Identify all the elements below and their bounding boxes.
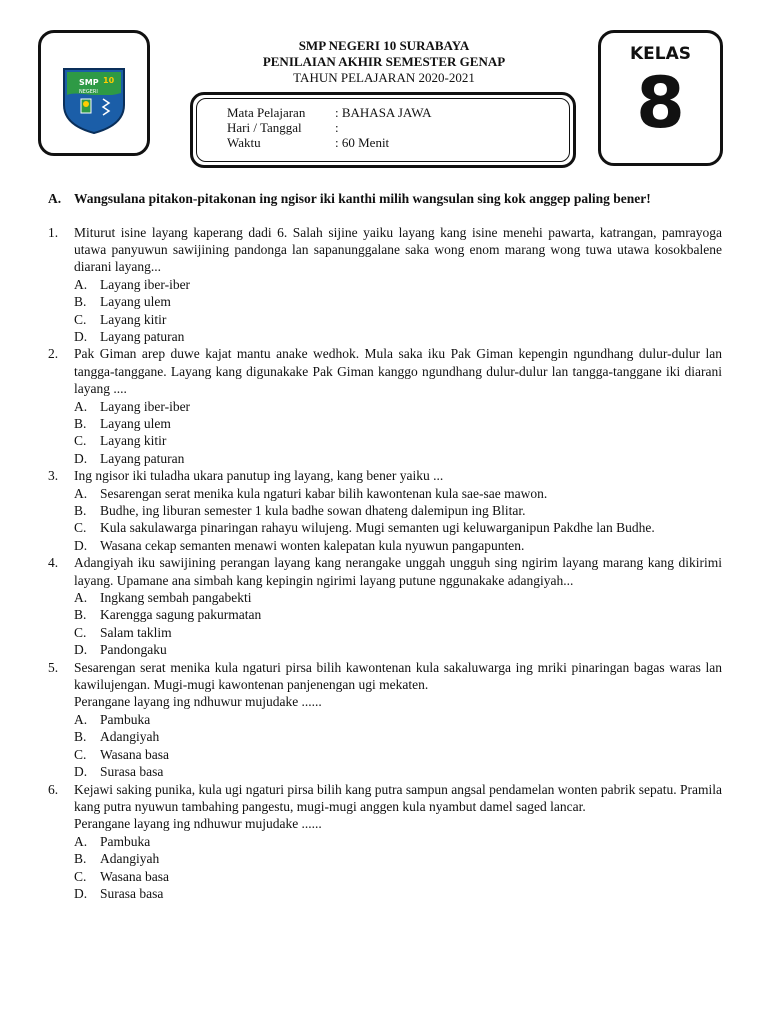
question-number: 4.: [48, 555, 59, 571]
question-number: 2.: [48, 346, 59, 362]
info-label: Waktu: [227, 135, 261, 150]
option-a: A. Pambuka: [74, 833, 151, 849]
info-value: :: [335, 120, 339, 135]
info-value: : BAHASA JAWA: [335, 105, 432, 120]
question-number: 6.: [48, 781, 59, 797]
option-b: B. Adangiyah: [74, 729, 160, 745]
option-b: B. Budhe, ing liburan semester 1 kula badhe sowan dhateng dalemipun ing Blitar.: [74, 503, 526, 518]
svg-text:SMP: SMP: [79, 78, 99, 87]
question-3: [48, 467, 722, 554]
instruction-text: Wangsulana pitakon-pitakonan ing ngisor iki kanthi milih wangsulan sing kok anggep paling bener!: [74, 191, 651, 206]
option-d: D. Surasa basa: [74, 885, 164, 901]
svg-text:10: 10: [103, 76, 115, 85]
school-logo-icon: [59, 65, 129, 135]
svg-text:NEGERI: NEGERI: [79, 89, 98, 95]
option-d: D. Wasana cekap semanten menawi wonten kalepatan kula nyuwun pangapunten.: [74, 537, 525, 553]
class-number: 8: [636, 62, 685, 144]
academic-year: TAHUN PELAJARAN 2020-2021: [293, 70, 475, 85]
question-number: 5.: [48, 659, 59, 675]
question-section: [48, 190, 722, 902]
option-b: B. Karengga sagung pakurmatan: [74, 607, 262, 623]
question-2: [48, 345, 722, 467]
section-marker: A.: [48, 191, 62, 206]
class-label: KELAS: [629, 44, 692, 64]
question-text: Pak Giman arep duwe kajat mantu anake wedhok. Mula saka iku Pak Giman kepengin ngundhang dulur-dulur lan tangga-tanggane. Layang kang digunakake Pak Giman kanggo ngundhang dulur-dulur lan tangga-tanggane iki diarani layang ....: [74, 346, 722, 397]
question-number: 1.: [48, 224, 59, 240]
school-logo-frame: [38, 30, 150, 156]
info-row-subject: [227, 105, 431, 120]
question-text: Miturut isine layang kaperang dadi 6. Salah sijine yaiku layang kang isine menehi pawarta, katrangan, pamrayoga utawa panyuwun sawijining pandonga lan sapanunggalane saka wong enom marang wong tuwa utawa kosokbalene diarani layang...: [74, 224, 722, 275]
option-d: D. Surasa basa: [74, 764, 164, 780]
question-5: [48, 659, 722, 781]
info-label: Mata Pelajaran: [227, 105, 306, 120]
option-a: A. Pambuka: [74, 711, 151, 727]
option-c: C. Layang kitir: [74, 311, 167, 327]
option-c: C. Layang kitir: [74, 433, 167, 449]
question-6: [48, 781, 722, 903]
option-a: A. Sesarengan serat menika kula ngaturi kabar bilih kawontenan kula sae-sae mawon.: [74, 485, 548, 501]
option-b: B. Layang ulem: [74, 294, 171, 310]
question-prompt: Perangane layang ing ndhuwur mujudake ......: [74, 694, 322, 710]
question-4: [48, 554, 722, 658]
info-row-time: [227, 135, 389, 150]
option-d: D. Pandongaku: [74, 642, 167, 658]
option-d: D. Layang paturan: [74, 328, 185, 344]
question-text: Sesarengan serat menika kula ngaturi pirsa bilih kawontenan kula sakaluwarga ing mriki pinaringan bagas waras lan kawilujengan. Mugi-mugi kawontenan panjenengan ugi mekaten.: [74, 659, 722, 693]
question-text: Adangiyah iku sawijining perangan layang kang nerangake unggah ungguh sing ngirim layang marang kang dikirimi layang. Upamane ana simbah kang kepingin ngirimi layang putune nggunakake adangiyah...: [74, 555, 722, 588]
option-c: C. Wasana basa: [74, 868, 170, 884]
option-a: A. Layang iber-iber: [74, 276, 191, 292]
option-d: D. Layang paturan: [74, 450, 185, 466]
class-box: [598, 30, 723, 166]
option-a: A. Ingkang sembah pangabekti: [74, 590, 252, 606]
info-row-date: [227, 120, 339, 135]
option-b: B. Adangiyah: [74, 851, 160, 867]
school-name: SMP NEGERI 10 SURABAYA: [298, 38, 470, 53]
info-label: Hari / Tanggal: [227, 120, 302, 135]
section-instruction: [48, 190, 722, 208]
school-header: [178, 38, 590, 86]
info-value: : 60 Menit: [335, 135, 390, 150]
exam-title: PENILAIAN AKHIR SEMESTER GENAP: [262, 54, 506, 69]
question-1: [48, 224, 722, 346]
question-number: 3.: [48, 468, 59, 484]
option-c: C. Salam taklim: [74, 624, 172, 640]
question-prompt: Perangane layang ing ndhuwur mujudake ......: [74, 816, 322, 832]
option-a: A. Layang iber-iber: [74, 398, 191, 414]
option-c: C. Kula sakulawarga pinaringan rahayu wilujeng. Mugi semanten ugi keluwarganipun Pakdhe lan Budhe.: [74, 520, 655, 536]
exam-info-box: [190, 92, 576, 168]
option-c: C. Wasana basa: [74, 746, 170, 762]
option-b: B. Layang ulem: [74, 415, 171, 431]
question-text: Kejawi saking punika, kula ugi ngaturi pirsa bilih kang putra sampun angsal pendamelan wonten pabrik sepatu. Pramila kang putra nyuwun tambahing pangestu, mugi-mugi anggen kula nyambut damel saged lancar.: [74, 781, 722, 814]
question-text: Ing ngisor iki tuladha ukara panutup ing layang, kang bener yaiku ...: [74, 468, 444, 484]
